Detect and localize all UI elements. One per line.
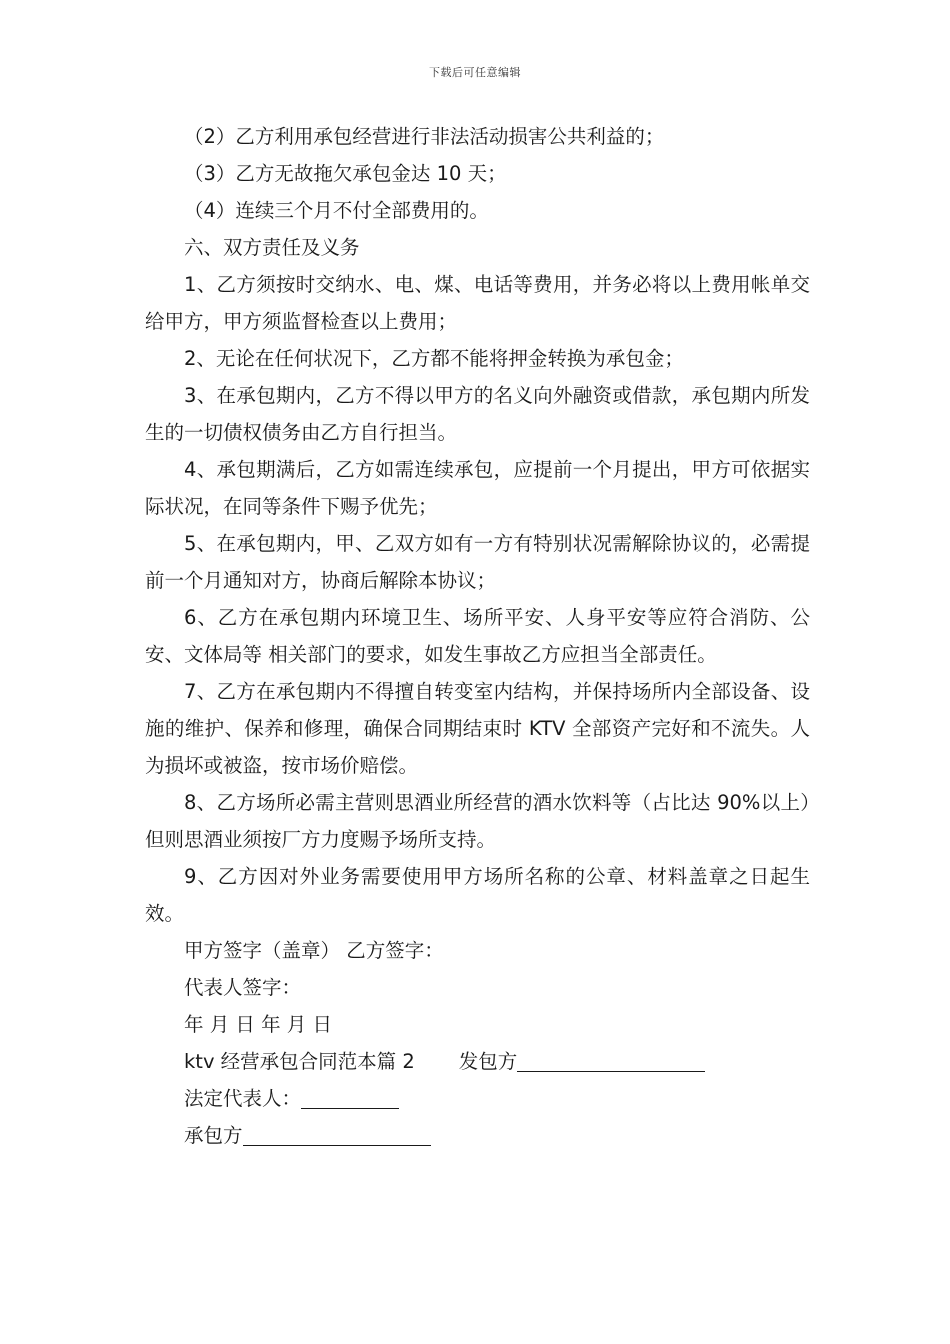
document-body (145, 118, 810, 1154)
duty-1: 1、乙方须按时交纳水、电、煤、电话等费用，并务必将以上费用帐单交给甲方，甲方须监督检查以上费用； (145, 273, 810, 333)
signature-rep-line: 代表人签字： (184, 976, 302, 999)
page-header: 下载后可任意编辑 (429, 66, 521, 79)
issuer-label: 发包方 (458, 1050, 518, 1073)
clause-4: （4）连续三个月不付全部费用的。 (184, 199, 489, 222)
duty-3: 3、在承包期内，乙方不得以甲方的名义向外融资或借款，承包期内所发生的一切债权债务由乙方自行担当。 (145, 384, 810, 444)
section-heading-responsibilities: 六、双方责任及义务 (184, 236, 360, 259)
signature-party-line: 甲方签字（盖章） 乙方签字： (184, 939, 444, 962)
signature-date-line: 年 月 日 年 月 日 (184, 1013, 332, 1036)
duty-5: 5、在承包期内，甲、乙双方如有一方有特别状况需解除协议的，必需提前一个月通知对方，协商后解除本协议； (145, 532, 810, 592)
duty-4: 4、承包期满后，乙方如需连续承包，应提前一个月提出，甲方可依据实际状况，在同等条件下赐予优先； (145, 458, 810, 518)
issuer-blank[interactable] (517, 1047, 705, 1072)
duty-9: 9、乙方因对外业务需要使用甲方场所名称的公章、材料盖章之日起生效。 (145, 865, 810, 925)
legal-rep-line (145, 1080, 810, 1117)
contract2-title-line (145, 1043, 810, 1080)
contract2-title: ktv 经营承包合同范本篇 2 (184, 1050, 415, 1073)
legal-rep-blank[interactable] (301, 1084, 399, 1109)
contractor-label: 承包方 (184, 1124, 243, 1147)
contractor-line (145, 1117, 810, 1154)
duty-7: 7、乙方在承包期内不得擅自转变室内结构，并保持场所内全部设备、设施的维护、保养和修理，确保合同期结束时 KTV 全部资产完好和不流失。人为损坏或被盗，按市场价赔偿。 (145, 680, 810, 777)
clause-3: （3）乙方无故拖欠承包金达 10 天； (184, 162, 507, 185)
legal-rep-label: 法定代表人： (184, 1087, 302, 1110)
duty-2: 2、无论在任何状况下，乙方都不能将押金转换为承包金； (184, 347, 684, 370)
contractor-blank[interactable] (243, 1121, 431, 1146)
duty-8: 8、乙方场所必需主营则思酒业所经营的酒水饮料等（占比达 90%以上）但则思酒业须按厂方力度赐予场所支持。 (145, 791, 810, 851)
duty-6: 6、乙方在承包期内环境卫生、场所平安、人身平安等应符合消防、公安、文体局等 相关部门的要求，如发生事故乙方应担当全部责任。 (145, 606, 810, 666)
clause-2: （2）乙方利用承包经营进行非法活动损害公共利益的； (184, 125, 665, 148)
